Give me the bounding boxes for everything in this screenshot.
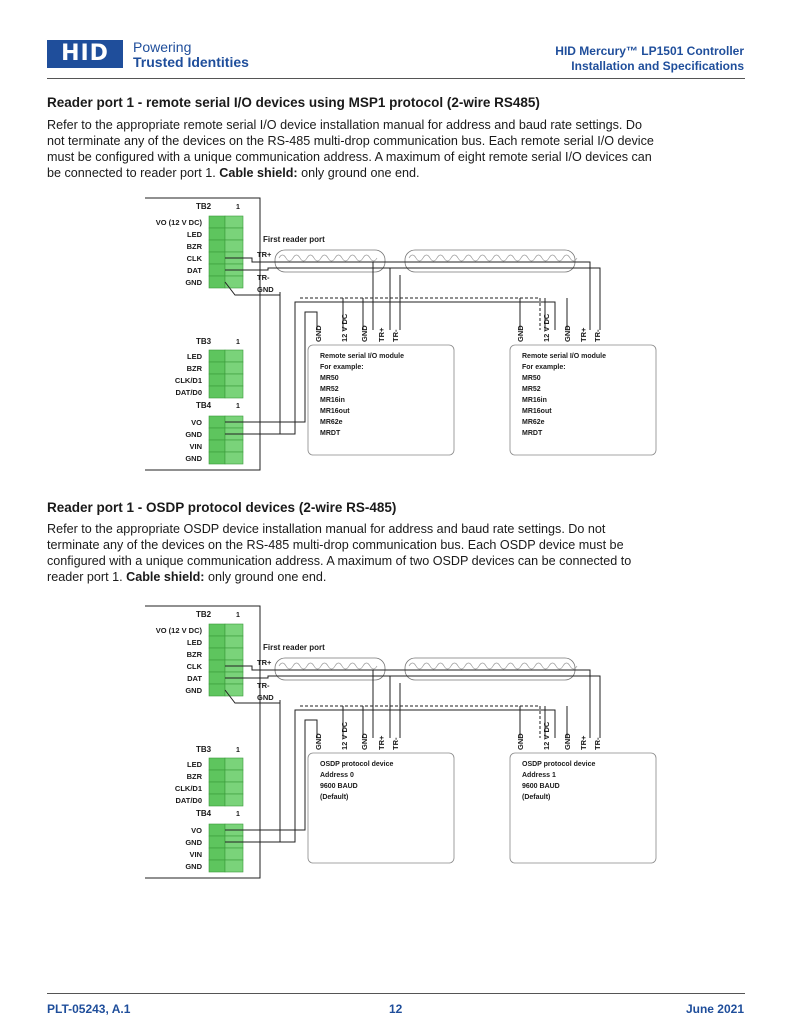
d2-gnd-label: GND — [257, 693, 274, 702]
s1-line4-post: only ground one end. — [297, 166, 420, 180]
d2-device-box-1 — [308, 753, 454, 863]
d2-tb4-pin-label: GND — [185, 862, 202, 871]
wiring-diagram-msp1 — [0, 180, 792, 480]
d2-tb3-terminal-body — [225, 758, 243, 770]
d2-tb2-terminal — [209, 684, 225, 696]
d2-cable-twist — [409, 663, 577, 669]
d1-tb2-terminal — [209, 240, 225, 252]
d2-tb4-terminal — [209, 848, 225, 860]
d2-device-box-2-line: OSDP protocol device — [522, 761, 596, 768]
d2-tb2-terminal — [209, 624, 225, 636]
d1-tb4-pin-label: VO — [191, 418, 202, 427]
d2-tb3-label: TB3 — [196, 745, 212, 754]
d1-tb4-terminal — [209, 416, 225, 428]
s1-line3: must be configured with a unique communication address. A maximum of eight remote serial I/O devices can — [47, 150, 652, 164]
d1-device-box-1-line: MR62e — [320, 419, 343, 426]
d1-tb4-pin-label: GND — [185, 454, 202, 463]
d1-cable-twist — [279, 255, 377, 261]
d2-tb4-pin-label: GND — [185, 838, 202, 847]
d1-device-box-1-line: Remote serial I/O module — [320, 353, 405, 360]
d1-tb2-terminal — [209, 276, 225, 288]
s2-line4-post: only ground one end. — [204, 570, 327, 584]
s1-line4 — [47, 165, 747, 181]
doc-title: HID Mercury™ LP1501 Controller — [555, 44, 744, 58]
d1-cable-shield — [275, 250, 385, 272]
d1-tb3-terminal — [209, 350, 225, 362]
d2-tb4-pin-label: VO — [191, 826, 202, 835]
d1-tb2-pin-label: CLK — [186, 254, 202, 263]
d1-tb2-pin-label: GND — [185, 278, 202, 287]
d2-tb2-terminal — [209, 648, 225, 660]
d1-tr-minus-label: TR- — [257, 273, 270, 282]
d1-tb2-pin-label: VO (12 V DC) — [155, 218, 202, 227]
d2-tb4-terminal — [209, 824, 225, 836]
d2-tb2-terminal — [209, 660, 225, 672]
d2-tb4-pin1: 1 — [236, 811, 240, 818]
footer-divider — [47, 993, 745, 994]
d2-dev2-pin-label: GND — [563, 733, 572, 750]
d1-device-box-1-line: For example: — [320, 364, 364, 371]
d1-device-box-2-line: MR16out — [522, 408, 552, 415]
d1-device-box-2-line: MR50 — [522, 375, 541, 382]
d2-device-box-2-line: 9600 BAUD — [522, 783, 560, 790]
d1-tb2-terminal-body — [225, 228, 243, 240]
d2-tr-minus-label: TR- — [257, 681, 270, 690]
d1-device-box-1-line: MR16in — [320, 397, 345, 404]
d2-tb4-terminal — [209, 836, 225, 848]
d1-tb4-label: TB4 — [196, 401, 212, 410]
footer-date: June 2021 — [685, 1002, 744, 1016]
d1-tb3-pin1: 1 — [236, 339, 240, 346]
d1-first-reader-label: First reader port — [263, 235, 325, 244]
d1-tb3-terminal-body — [225, 362, 243, 374]
d1-tb2-pin1: 1 — [236, 204, 240, 211]
d2-device-box-1-line: 9600 BAUD — [320, 783, 358, 790]
d1-tb3-pin-label: LED — [187, 352, 202, 361]
d2-tb2-terminal-body — [225, 648, 243, 660]
d2-tr-plus-label: TR+ — [257, 658, 272, 667]
s1-line1: Refer to the appropriate remote serial I/O device installation manual for address and baud rate settings. Do — [47, 118, 643, 132]
d1-tb4-pin1: 1 — [236, 403, 240, 410]
tagline-2: Trusted Identities — [133, 54, 249, 70]
d2-tb4-terminal — [209, 860, 225, 872]
d2-tb3-terminal-body — [225, 770, 243, 782]
d2-tb2-pin-label: CLK — [186, 662, 202, 671]
s2-line4 — [47, 569, 747, 585]
d2-device-box-1-line: (Default) — [320, 794, 349, 801]
d2-dev2-pin-label: TR+ — [579, 735, 588, 750]
d2-device-box-2-line: (Default) — [522, 794, 551, 801]
logo-tagline — [133, 40, 249, 70]
d2-tb3-terminal — [209, 758, 225, 770]
d2-device-box-2-line: Address 1 — [522, 772, 556, 779]
document-header — [555, 44, 744, 74]
d1-device-box-2-line: For example: — [522, 364, 566, 371]
d1-tb4-terminal — [209, 440, 225, 452]
d1-dev2-pin-label: GND — [563, 325, 572, 342]
header-divider — [47, 78, 745, 79]
s1-line4-pre: be connected to reader port 1. — [47, 166, 220, 180]
d2-tb4-terminal-body — [225, 860, 243, 872]
d2-dev1-pin-label: GND — [360, 733, 369, 750]
d1-device-box-2-line: MR16in — [522, 397, 547, 404]
d1-dev2-pin-label: 12 V DC — [542, 313, 551, 342]
d2-tb3-terminal — [209, 770, 225, 782]
d1-tb3-terminal — [209, 386, 225, 398]
d2-cable-twist — [279, 663, 377, 669]
d1-tb4-terminal — [209, 428, 225, 440]
d1-device-box-1-line: MRDT — [320, 430, 341, 437]
d1-tb3-terminal — [209, 374, 225, 386]
d2-dashed-gnd — [300, 706, 540, 738]
d1-tb2-terminal — [209, 264, 225, 276]
doc-subtitle: Installation and Specifications — [571, 59, 744, 73]
d1-cable-twist — [409, 255, 577, 261]
d2-tb3-pin1: 1 — [236, 747, 240, 754]
d1-tb2-pin-label: BZR — [186, 242, 202, 251]
d1-dev1-pin-label: TR- — [391, 329, 400, 342]
d1-tb3-label: TB3 — [196, 337, 212, 346]
d1-dev1-pin-label: GND — [360, 325, 369, 342]
d1-tb3-terminal-body — [225, 374, 243, 386]
d2-dev1-pin-label: 12 V DC — [340, 721, 349, 750]
d1-device-box-1-line: MR52 — [320, 386, 339, 393]
d2-dev1-pin-label: GND — [314, 733, 323, 750]
d1-dashed-gnd — [300, 298, 540, 330]
section1-heading: Reader port 1 - remote serial I/O devices using MSP1 protocol (2-wire RS485) — [47, 95, 540, 110]
d2-tb2-terminal-body — [225, 636, 243, 648]
footer-page-number: 12 — [389, 1002, 403, 1016]
d1-dev2-pin-label: GND — [516, 325, 525, 342]
d1-dev2-pin-label: TR+ — [579, 327, 588, 342]
d1-tb4-terminal — [209, 452, 225, 464]
d2-dev2-pin-label: 12 V DC — [542, 721, 551, 750]
d1-device-box-2-line: MR52 — [522, 386, 541, 393]
footer-doc-id: PLT-05243, A.1 — [47, 1002, 131, 1016]
d1-tb4-terminal-body — [225, 440, 243, 452]
d1-tb2-pin-label: LED — [187, 230, 202, 239]
d1-tb2-pin-label: DAT — [187, 266, 202, 275]
d2-tb2-pin-label: DAT — [187, 674, 202, 683]
d1-gnd-label: GND — [257, 285, 274, 294]
d1-tb3-pin-label: BZR — [186, 364, 202, 373]
d1-device-box-2-line: MR62e — [522, 419, 545, 426]
d2-tb3-pin-label: LED — [187, 760, 202, 769]
d1-dev2-pin-label: TR- — [593, 329, 602, 342]
d1-device-box-2-line: Remote serial I/O module — [522, 353, 607, 360]
d2-tb2-pin-label: VO (12 V DC) — [155, 626, 202, 635]
d1-tb2-terminal — [209, 228, 225, 240]
d1-tr-plus-label: TR+ — [257, 250, 272, 259]
s2-line4-pre: reader port 1. — [47, 570, 127, 584]
d2-tb4-label: TB4 — [196, 809, 212, 818]
d1-tb2-label: TB2 — [196, 202, 212, 211]
d1-device-box-1-line: MR16out — [320, 408, 350, 415]
d2-device-box-1-line: Address 0 — [320, 772, 354, 779]
d1-dev1-pin-label: GND — [314, 325, 323, 342]
d1-tb2-terminal — [209, 216, 225, 228]
d2-tb2-terminal — [209, 672, 225, 684]
s2-line2: terminate any of the devices on the RS-485 multi-drop communication bus. Each OSDP device must be — [47, 538, 624, 552]
s1-cable-shield: Cable shield: — [219, 166, 298, 180]
d1-tb4-pin-label: GND — [185, 430, 202, 439]
d1-dev1-pin-label: 12 V DC — [340, 313, 349, 342]
d2-device-box-2 — [510, 753, 656, 863]
d2-tb3-terminal-body — [225, 782, 243, 794]
d2-tb3-pin-label: CLK/D1 — [174, 784, 202, 793]
d2-dev2-pin-label: TR- — [593, 737, 602, 750]
d2-tb2-pin1: 1 — [236, 612, 240, 619]
d2-tb3-pin-label: BZR — [186, 772, 202, 781]
d2-tb2-pin-label: GND — [185, 686, 202, 695]
d1-tb3-terminal-body — [225, 386, 243, 398]
d2-tb3-terminal — [209, 794, 225, 806]
d2-device-box-1-line: OSDP protocol device — [320, 761, 394, 768]
tagline-1: Powering — [133, 39, 192, 55]
d1-tb2-terminal-body — [225, 240, 243, 252]
d1-tb4-terminal-body — [225, 452, 243, 464]
d1-dev1-pin-label: TR+ — [377, 327, 386, 342]
d1-tb3-terminal-body — [225, 350, 243, 362]
s2-line1: Refer to the appropriate OSDP device installation manual for address and baud rate settings. Do not — [47, 522, 606, 536]
d2-first-reader-label: First reader port — [263, 643, 325, 652]
d2-tb4-pin-label: VIN — [189, 850, 202, 859]
d1-tb4-pin-label: VIN — [189, 442, 202, 451]
d2-tb2-pin-label: LED — [187, 638, 202, 647]
d2-tb3-terminal-body — [225, 794, 243, 806]
d1-tb3-terminal — [209, 362, 225, 374]
d2-tb2-terminal-body — [225, 624, 243, 636]
section1-paragraph — [47, 117, 747, 181]
d1-tb2-terminal — [209, 252, 225, 264]
d2-dev1-pin-label: TR- — [391, 737, 400, 750]
d2-tb4-terminal-body — [225, 848, 243, 860]
s2-line3: configured with a unique communication address. A maximum of two OSDP devices can be connected to — [47, 554, 632, 568]
section2-paragraph — [47, 521, 747, 585]
wiring-diagram-osdp — [0, 588, 792, 888]
d2-tb3-pin-label: DAT/D0 — [175, 796, 202, 805]
d2-tb2-label: TB2 — [196, 610, 212, 619]
d2-tb3-terminal — [209, 782, 225, 794]
d2-tb2-pin-label: BZR — [186, 650, 202, 659]
d1-tb2-terminal-body — [225, 216, 243, 228]
s2-cable-shield: Cable shield: — [126, 570, 205, 584]
d2-dev1-pin-label: TR+ — [377, 735, 386, 750]
s1-line2: not terminate any of the devices on the RS-485 multi-drop communication bus. Each remote serial I/O device — [47, 134, 654, 148]
d1-tb3-pin-label: DAT/D0 — [175, 388, 202, 397]
d2-tb2-terminal — [209, 636, 225, 648]
section2-heading: Reader port 1 - OSDP protocol devices (2-wire RS-485) — [47, 500, 397, 515]
d2-cable-shield — [275, 658, 385, 680]
d1-device-box-1-line: MR50 — [320, 375, 339, 382]
hid-logo: HID — [47, 40, 123, 68]
d1-tb3-pin-label: CLK/D1 — [174, 376, 202, 385]
d2-dev2-pin-label: GND — [516, 733, 525, 750]
d1-device-box-2-line: MRDT — [522, 430, 543, 437]
